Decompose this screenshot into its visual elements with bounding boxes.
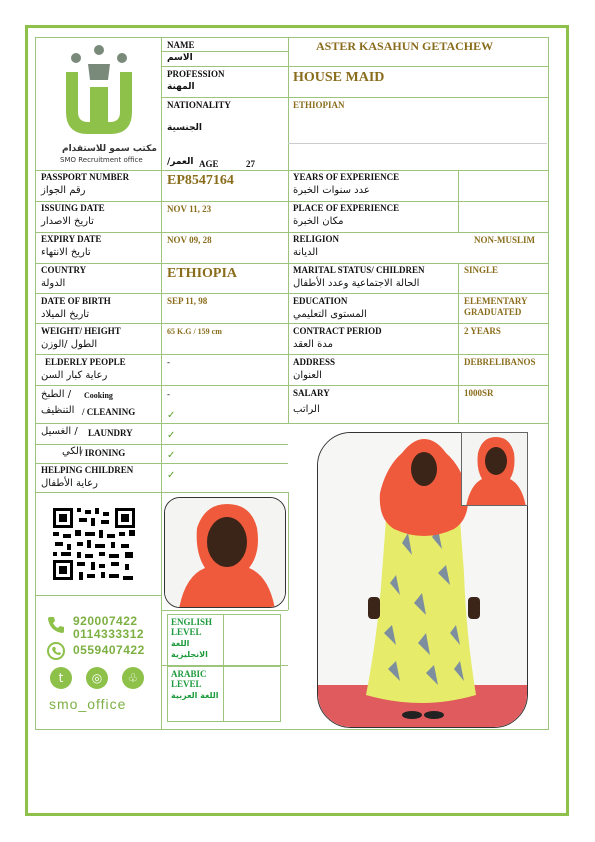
religion-value: NON-MUSLIM	[474, 235, 535, 245]
nationality-label-ar: الجنسية	[167, 123, 202, 133]
cooking-label: Cooking	[84, 391, 113, 400]
profession-label: PROFESSION	[167, 69, 225, 79]
contract-label: CONTRACT PERIOD	[293, 326, 382, 336]
snapchat-icon[interactable]: ♧	[122, 667, 144, 689]
whatsapp-number: 0559407422	[73, 643, 145, 657]
laundry-label: LAUNDRY	[88, 428, 133, 438]
laundry-label-ar: الغسيل /	[41, 426, 78, 437]
social-handle: smo_office	[49, 696, 127, 712]
arabic-level-label: ARABIC LEVEL	[171, 669, 207, 689]
address-label: ADDRESS	[293, 357, 336, 367]
dob-label: DATE OF BIRTH	[41, 296, 111, 306]
name-label: NAME	[167, 40, 195, 50]
salary-value: 1000SR	[464, 388, 494, 398]
cleaning-label: / CLEANING	[82, 407, 136, 417]
years-exp-label-ar: عدد سنوات الخبرة	[293, 185, 370, 196]
cooking-value: -	[167, 389, 170, 399]
age-label: AGE	[199, 159, 219, 169]
small-headshot	[461, 432, 528, 506]
phone-1: 920007422	[73, 614, 138, 628]
country-label-ar: الدولة	[41, 278, 66, 289]
expiry-label: EXPIRY DATE	[41, 234, 102, 244]
name-label-ar: الاسم	[167, 53, 193, 63]
age-value: 27	[246, 159, 255, 169]
english-level-label: ENGLISH LEVEL	[171, 617, 213, 637]
ironing-check-icon: ✓	[167, 450, 176, 461]
religion-label-ar: الديانة	[293, 247, 319, 258]
address-value: DEBRELIBANOS	[464, 357, 536, 367]
weight-label: WEIGHT/ HEIGHT	[41, 326, 121, 336]
age-label-ar: /العمر	[167, 157, 194, 167]
marital-value: SINGLE	[464, 265, 499, 275]
profession-label-ar: المهنة	[167, 82, 195, 92]
country-value: ETHIOPIA	[167, 266, 238, 281]
place-exp-label: PLACE OF EXPERIENCE	[293, 203, 400, 213]
helping-label: HELPING CHILDREN	[41, 465, 134, 475]
company-logo	[58, 42, 140, 142]
education-label-ar: المستوى التعليمي	[293, 309, 367, 320]
contract-label-ar: مدة العقد	[293, 339, 333, 350]
elderly-value: -	[167, 357, 170, 367]
logo-arabic-text: مكتب سمو للاستقدام	[62, 144, 157, 154]
twitter-icon[interactable]: t	[50, 667, 72, 689]
weight-value: 65 K.G / 159 cm	[167, 327, 222, 336]
marital-label: MARITAL STATUS/ CHILDREN	[293, 265, 425, 275]
logo-english-text: SMO Recruitment office	[60, 156, 143, 164]
expiry-label-ar: تاريخ الانتهاء	[41, 247, 91, 258]
address-label-ar: العنوان	[293, 370, 322, 381]
education-value: ELEMENTARY GRADUATED	[464, 296, 528, 317]
profession-value: HOUSE MAID	[293, 70, 385, 85]
issuing-value: NOV 11, 23	[167, 204, 212, 214]
phone-2: 0114333312	[73, 627, 145, 641]
cleaning-check-icon: ✓	[167, 410, 176, 421]
issuing-label-ar: تاريخ الاصدار	[41, 216, 94, 227]
place-exp-label-ar: مكان الخبرة	[293, 216, 344, 227]
laundry-check-icon: ✓	[167, 430, 176, 441]
marital-label-ar: الحالة الاجتماعية وعدد الأطفال	[293, 278, 420, 289]
expiry-value: NOV 09, 28	[167, 235, 212, 245]
passport-value: EP8547164	[167, 173, 234, 188]
elderly-label-ar: رعاية كبار السن	[41, 370, 108, 381]
ironing-label: / IRONING	[80, 448, 126, 458]
elderly-label: ELDERLY PEOPLE	[45, 357, 126, 367]
salary-label-ar: الراتب	[293, 404, 320, 415]
qr-code	[51, 506, 137, 582]
religion-label: RELIGION	[293, 234, 340, 244]
nationality-value: ETHIOPIAN	[293, 100, 345, 110]
passport-label: PASSPORT NUMBER	[41, 172, 130, 182]
dob-value: SEP 11, 98	[167, 296, 208, 306]
name-value: ASTER KASAHUN GETACHEW	[316, 39, 494, 53]
contract-value: 2 YEARS	[464, 326, 501, 336]
cooking-label-ar: الطبخ /	[41, 389, 72, 400]
nationality-label: NATIONALITY	[167, 100, 231, 110]
english-level-label-ar: اللغة الانجليزية	[171, 639, 208, 659]
helping-check-icon: ✓	[167, 470, 176, 481]
country-label: COUNTRY	[41, 265, 87, 275]
issuing-label: ISSUING DATE	[41, 203, 105, 213]
phone-icon	[46, 615, 66, 635]
passport-label-ar: رقم الجواز	[41, 185, 86, 196]
cleaning-label-ar: التنظيف	[41, 405, 75, 416]
education-label: EDUCATION	[293, 296, 348, 306]
years-exp-label: YEARS OF EXPERIENCE	[293, 172, 400, 182]
whatsapp-icon	[46, 641, 66, 661]
ironing-label-ar: الكي	[62, 446, 82, 457]
portrait-photo	[164, 497, 286, 608]
salary-label: SALARY	[293, 388, 330, 398]
instagram-icon[interactable]: ◎	[86, 667, 108, 689]
dob-label-ar: تاريخ الميلاد	[41, 309, 90, 320]
arabic-level-label-ar: اللغة العربية	[171, 691, 219, 700]
helping-label-ar: رعاية الأطفال	[41, 478, 98, 489]
weight-label-ar: الطول /الوزن	[41, 339, 98, 350]
